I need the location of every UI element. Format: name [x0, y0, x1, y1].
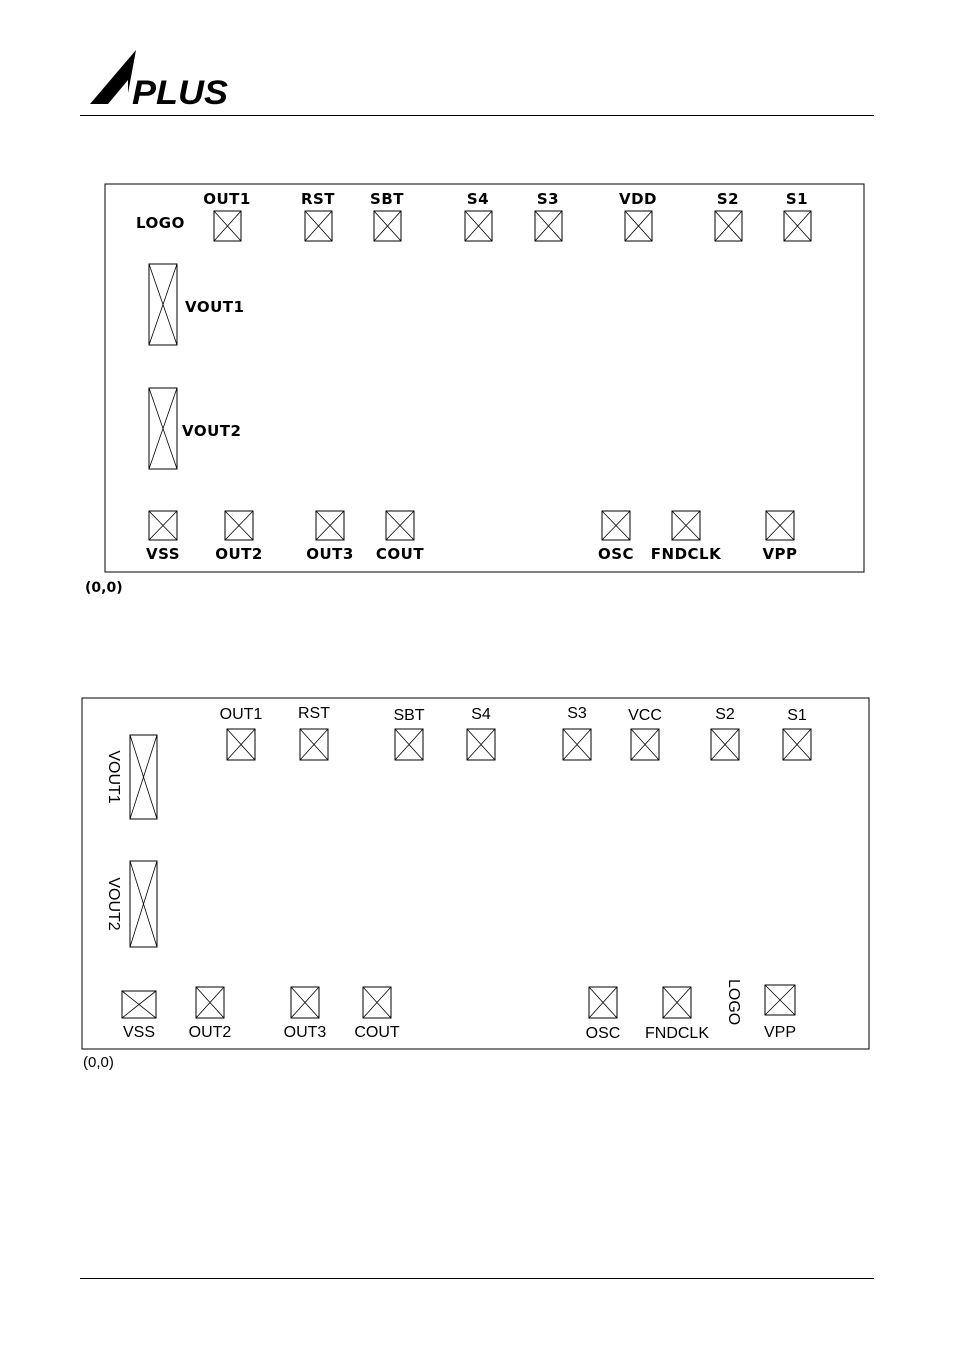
d2-pad-out2-label: OUT2 [188, 1024, 232, 1041]
d2-pad-s3-label: S3 [567, 705, 587, 722]
logo-label-2: LOGO [725, 979, 742, 1026]
d2-pad-vcc-label: VCC [628, 707, 662, 724]
d1-pad-rst-label: RST [300, 190, 336, 208]
d1-pad-out2-label: OUT2 [215, 545, 263, 563]
d1-pad-vss-label: VSS [145, 545, 181, 563]
d1-pad-vdd-label: VDD [618, 190, 658, 208]
d2-pad-cout-label: COUT [354, 1024, 400, 1041]
d1-pad-s3-label: S3 [536, 190, 560, 208]
d1-pad-vpp-label: VPP [762, 545, 798, 563]
d1-pad-s4-label: S4 [466, 190, 490, 208]
origin-label-1: (0,0) [85, 580, 123, 596]
origin-label-2: (0,0) [83, 1054, 114, 1071]
d2-pad-s1-label: S1 [787, 707, 807, 724]
d2-pad-fndclk-label: FNDCLK [644, 1025, 710, 1042]
d1-pad-out1-label: OUT1 [203, 190, 251, 208]
d2-pad-out3-label: OUT3 [283, 1024, 327, 1041]
d2-pad-vout2-label: VOUT2 [105, 877, 122, 931]
d1-pad-vout1-label: VOUT1 [185, 298, 245, 316]
d2-pad-vss-label: VSS [122, 1024, 156, 1041]
d1-pad-vout2-label: VOUT2 [182, 422, 242, 440]
d1-pad-s2-label: S2 [716, 190, 740, 208]
d2-pad-rst-label: RST [298, 705, 330, 722]
d1-pad-cout-label: COUT [375, 545, 425, 563]
logo-label-1: LOGO [136, 214, 185, 232]
d1-pad-fndclk-label: FNDCLK [650, 545, 722, 563]
d2-pad-osc-label: OSC [585, 1025, 621, 1042]
d1-pad-osc-label: OSC [597, 545, 635, 563]
d2-pad-sbt-label: SBT [393, 707, 425, 724]
d1-pad-out3-label: OUT3 [306, 545, 354, 563]
d2-pad-s2-label: S2 [715, 706, 735, 723]
d1-pad-sbt-label: SBT [370, 190, 404, 208]
d2-pad-out1-label: OUT1 [219, 706, 263, 723]
d2-pad-s4-label: S4 [471, 706, 491, 723]
d2-pad-vout1-label: VOUT1 [105, 750, 122, 804]
d1-pad-s1-label: S1 [785, 190, 809, 208]
svg-text:PLUS: PLUS [132, 74, 229, 110]
d2-pad-vpp-label: VPP [763, 1024, 797, 1041]
